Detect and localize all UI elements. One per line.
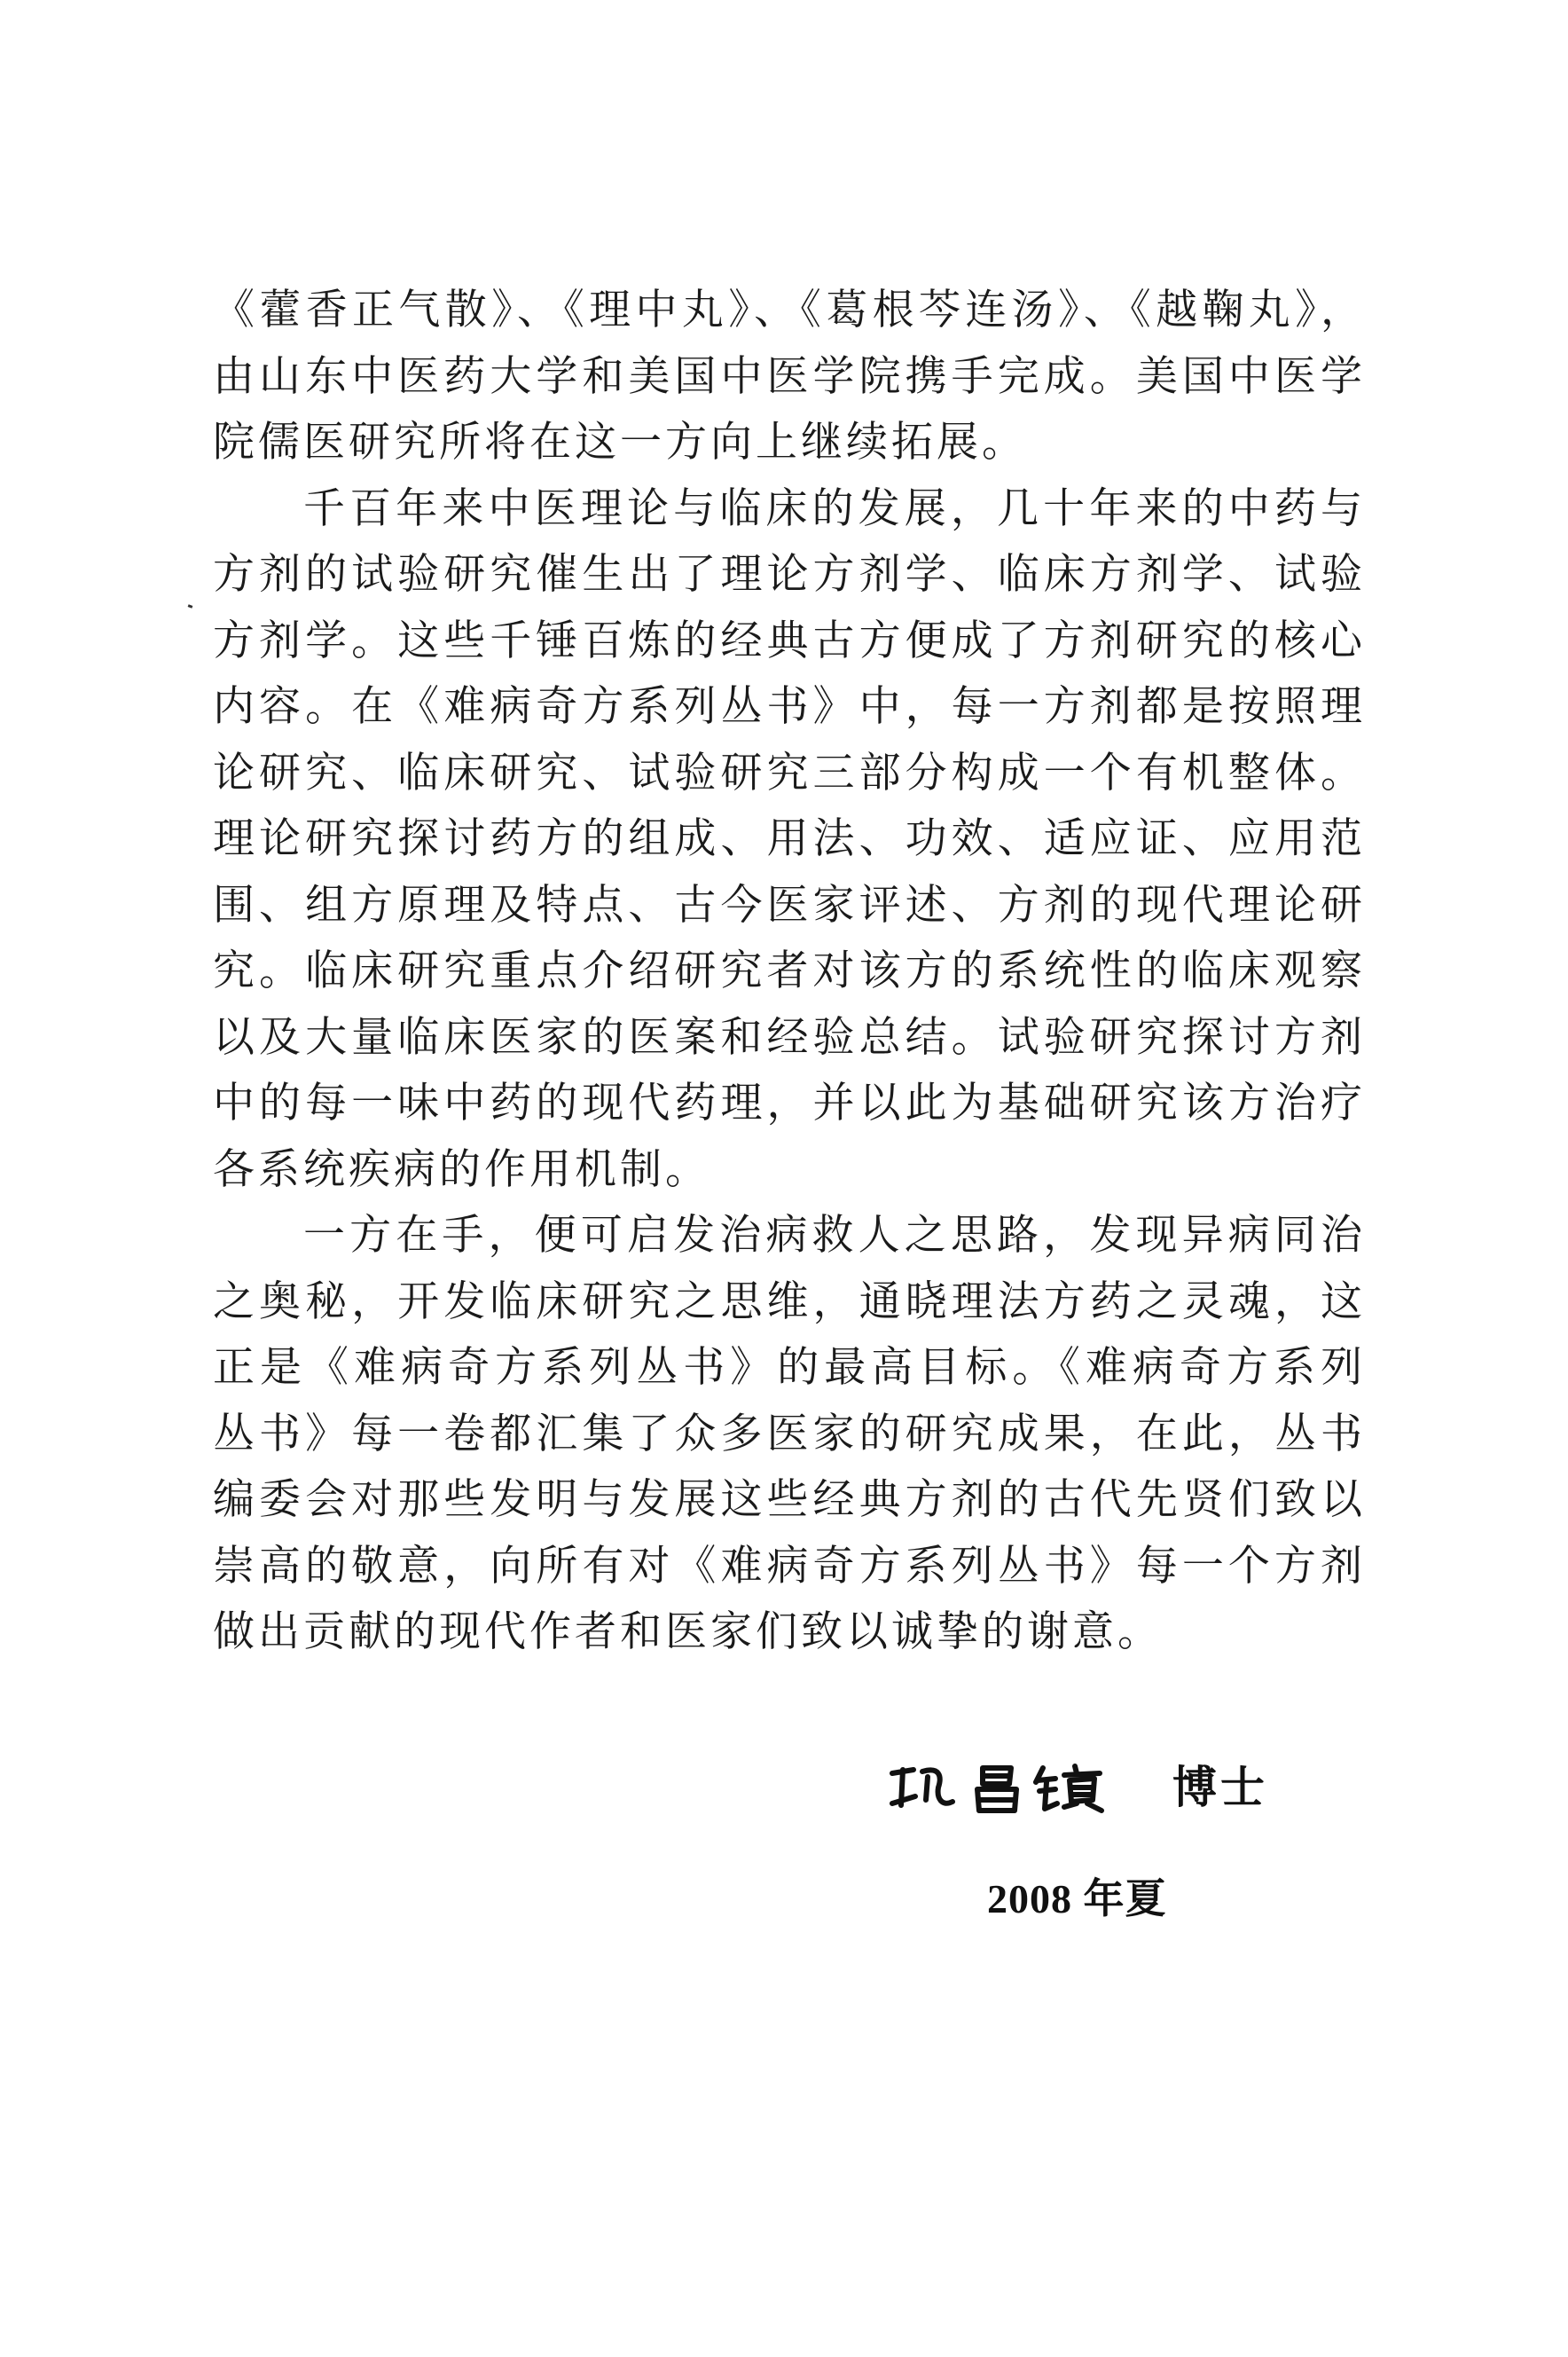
paragraph-research-structure: 千百年来中医理论与临床的发展，几十年来的中药与方剂的试验研究催生出了理论方剂学、临床方剂学、试验方剂学。这些千锤百炼的经典古方便成了方剂研究的核心内容。在《难病奇方系列丛书》中，每一方剂都是按照理论研究、临床研究、试验研究三部分构成一个有机整体。理论研究探讨药方的组成、用法、功效、适应证、应用范围、组方原理及特点、古今医家评述、方剂的现代理论研究。临床研究重点介绍研究者对该方的系统性的临床观察以及大量临床医家的医案和经验总结。试验研究探讨方剂中的每一味中药的现代药理，并以此为基础研究该方治疗各系统疾病的作用机制。 [213, 483, 1366, 1194]
paragraph-acknowledgement: 一方在手，便可启发治病救人之思路，发现异病同治之奥秘，开发临床研究之思维，通晓理法方药之灵魂，这正是《难病奇方系列丛书》的最高目标。《难病奇方系列丛书》每一卷都汇集了众多医家的研究成果，在此，丛书编委会对那些发明与发展这些经典方剂的古代先贤们致以崇高的敬意，向所有对《难病奇方系列丛书》每一个方剂做出贡献的现代作者和医家们致以诚挚的谢意。 [213, 1211, 1366, 1656]
scan-speck [188, 604, 193, 609]
handwritten-signature [887, 1761, 1126, 1814]
paragraph-continuation: 《藿香正气散》、《理中丸》、《葛根芩连汤》、《越鞠丸》，由山东中医药大学和美国中医学院携手完成。美国中医学院儒医研究所将在这一方向上继续拓展。 [213, 286, 1366, 467]
signature-strokes [887, 1761, 1126, 1814]
preface-body [213, 278, 1366, 1666]
signature-block [887, 1761, 1330, 1814]
signature-title: 博士 [1172, 1762, 1268, 1813]
signature-date: 2008 年夏 [987, 1876, 1167, 1921]
